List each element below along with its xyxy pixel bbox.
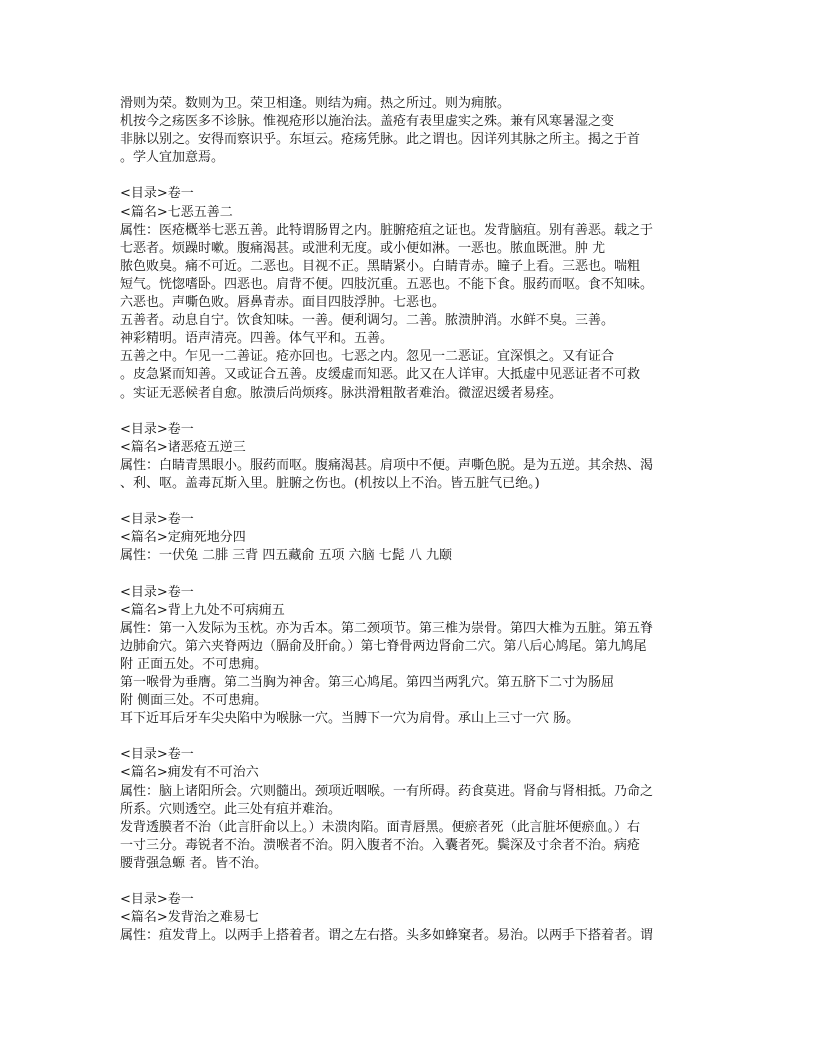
text-line: 属性：疽发背上。以两手上搭着者。谓之左右搭。头多如蜂窠者。易治。以两手下搭着者。谓 [120, 928, 654, 944]
text-line: 属性：医疮概举七恶五善。此特谓肠胃之内。脏腑疮疽之证也。发背脑疽。别有善恶。载之于 [120, 222, 654, 238]
text-line: 发背透膜者不治（此言肝俞以上。）未溃肉陷。面青唇黑。便瘀者死（此言脏坏便瘀血。）右 [120, 819, 641, 835]
text-line: 腰背强急螈 者。皆不治。 [120, 855, 268, 871]
spacer [120, 167, 700, 185]
text-line: 。学人宜加意焉。 [120, 150, 225, 166]
text-line: 属性：脑上诸阳所会。穴则髓出。颈项近咽喉。一有所碍。药食莫进。肾俞与肾相抵。乃命之 [120, 783, 654, 799]
section-catalog-line: <目录>卷一 [120, 584, 194, 600]
text-line: 滑则为荣。数则为卫。荣卫相逢。则结为痈。热之所过。则为痈脓。 [120, 96, 511, 111]
text-line: 所系。穴则透空。此三处有疽并难治。 [120, 801, 342, 817]
text-line: 六恶也。声嘶色败。唇鼻青赤。面目四肢浮肿。七恶也。 [120, 295, 446, 311]
text-line: 非脉以别之。安得而察识乎。东垣云。疮疡凭脉。此之谓也。因详列其脉之所主。揭之于首 [120, 132, 641, 148]
text-line: 边肺俞穴。第六夹脊两边（膈俞及肝俞。）第七脊骨两边肾俞二穴。第八后心鸠尾。第九鸠尾 [120, 638, 647, 654]
text-line: 属性：一伏兔 二腓 三背 四五藏俞 五项 六脑 七髭 八 九颐 [120, 548, 453, 564]
section-qi-e-wu-shan [120, 185, 700, 402]
text-line: 、利、呕。盖毒瓦斯入里。脏腑之伤也。(机按以上不治。皆五脏气已绝。) [120, 475, 540, 491]
document-body [120, 95, 700, 945]
section-catalog-line: <目录>卷一 [120, 421, 194, 437]
text-line: 第一喉骨为垂膺。第二当胸为神舍。第三心鸠尾。第四当两乳穴。第五脐下二寸为肠屈 [120, 675, 615, 690]
section-bei-shang-jiu-chu [120, 584, 700, 729]
section-title-line: <篇名>七恶五善二 [120, 204, 233, 220]
spacer [120, 403, 700, 421]
text-line: 七恶者。烦躁时嗽。腹痛渴甚。或泄利无度。或小便如淋。一恶也。脓血既泄。肿 尤 [120, 240, 606, 256]
spacer [120, 728, 700, 746]
text-line: 短气。恍惚嗜卧。四恶也。肩背不便。四肢沉重。五恶也。不能下食。服药而呕。食不知味。 [120, 276, 654, 292]
section-zhu-e-chuang-wu-ni [120, 421, 700, 493]
section-catalog-line: <目录>卷一 [120, 892, 194, 908]
section-yong-fa-bu-ke-zhi [120, 746, 700, 873]
spacer [120, 565, 700, 583]
text-line: 五善者。动息自宁。饮食知味。一善。便利调匀。二善。脓溃肿消。水鲜不臭。三善。 [120, 313, 615, 329]
text-line: 属性：白睛青黑眼小。服药而呕。腹痛渴甚。肩项中不便。声嘶色脱。是为五逆。其余热、渴 [120, 457, 654, 473]
section-title-line: <篇名>诸恶疮五逆三 [120, 439, 246, 455]
text-line: 机按今之疡医多不诊脉。惟视疮形以施治法。盖疮有表里虚实之殊。兼有风寒暑湿之变 [120, 114, 615, 130]
text-line: 一寸三分。毒锐者不治。溃喉者不治。阴入腹者不治。入囊者死。鬓深及寸余者不治。病疮 [120, 837, 641, 853]
text-line: 附 侧面三处。不可患痈。 [120, 693, 268, 709]
spacer [120, 873, 700, 891]
spacer [120, 493, 700, 511]
text-line: 神彩精明。语声清亮。四善。体气平和。五善。 [120, 331, 394, 347]
text-line: 五善之中。乍见一二善证。疮亦回也。七恶之内。忽见一二恶证。宜深惧之。又有证合 [120, 349, 615, 365]
section-fa-bei-zhi-nan-yi [120, 891, 700, 945]
section-catalog-line: <目录>卷一 [120, 747, 194, 763]
text-line: 。皮急紧而知善。又或证合五善。皮缓虚而知恶。此又在人详审。大抵虚中见恶证者不可救 [120, 367, 641, 383]
section-title-line: <篇名>定痈死地分四 [120, 530, 246, 546]
text-line: 。实证无恶候者自愈。脓溃后尚烦疼。脉洪滑粗散者难治。微涩迟缓者易痊。 [120, 385, 563, 401]
section-ding-yong-si-di [120, 511, 700, 565]
text-line: 属性：第一入发际为玉枕。亦为舌本。第二颈项节。第三椎为崇骨。第四大椎为五脏。第五脊 [120, 620, 654, 636]
section-title-line: <篇名>痈发有不可治六 [120, 765, 259, 781]
section-catalog-line: <目录>卷一 [120, 512, 194, 528]
section-title-line: <篇名>背上九处不可病痈五 [120, 602, 285, 618]
text-line: 耳下近耳后牙车尖央陷中为喉脉一穴。当膊下一穴为肩骨。承山上三寸一穴 肠。 [120, 711, 580, 727]
text-line: 附 正面五处。不可患痈。 [120, 656, 268, 672]
intro-paragraph [120, 95, 700, 167]
section-catalog-line: <目录>卷一 [120, 186, 194, 202]
text-line: 脓色败臭。痛不可近。二恶也。目视不正。黑睛紧小。白睛青赤。瞳子上看。三恶也。喘粗 [120, 258, 641, 274]
section-title-line: <篇名>发背治之难易七 [120, 910, 259, 926]
